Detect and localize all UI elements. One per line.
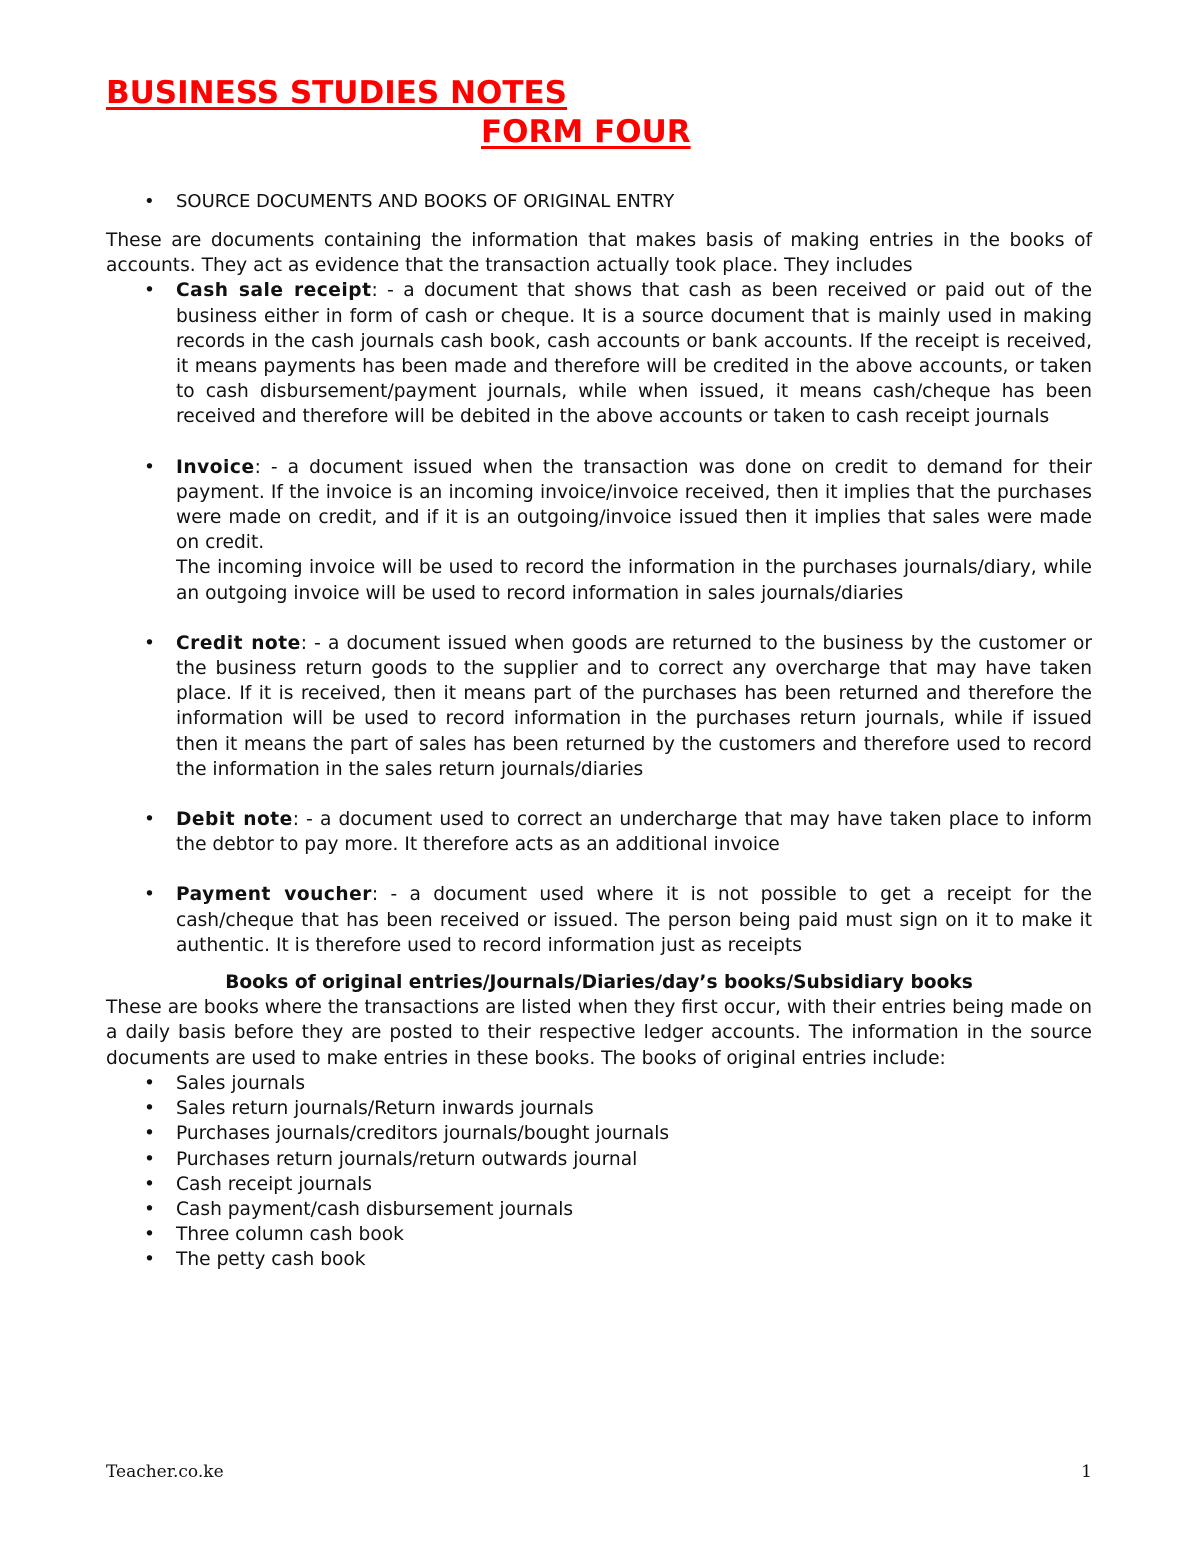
list-item: • Purchases journals/creditors journals/bought journals [106, 1121, 1092, 1146]
footer-site: Teacher.co.ke [106, 1462, 224, 1482]
list-item: • Sales return journals/Return inwards journals [106, 1096, 1092, 1121]
bullet-icon: • [144, 1224, 155, 1246]
list-item: • Three column cash book [106, 1222, 1092, 1247]
list-item: • Cash payment/cash disbursement journals [106, 1197, 1092, 1222]
list-item [106, 278, 1092, 429]
definition: : - a document issued when the transaction was done on credit to demand for their payment. If the invoice is an incoming invoice/invoice received, then it implies that the purchases were made on credit, and if it is an outgoing/invoice issued then it implies that sales were made on credit. [176, 456, 1092, 554]
bullet-icon: • [144, 1148, 155, 1170]
term: Payment voucher [176, 884, 372, 906]
definition: : - a document used to correct an undercharge that may have taken place to inform the debtor to pay more. It therefore acts as an additional invoice [176, 809, 1092, 856]
bullet-icon: • [144, 456, 155, 478]
books-heading: Books of original entries/Journals/Diaries/day’s books/Subsidiary books [225, 972, 973, 994]
page-footer [106, 1462, 1092, 1482]
term: Invoice [176, 456, 255, 478]
list-item [106, 631, 1092, 782]
list-item [106, 455, 1092, 606]
definition-extra: The incoming invoice will be used to record the information in the purchases journals/diary, while an outgoing invoice will be used to record information in sales journals/diaries [176, 557, 1092, 604]
bullet-icon: • [144, 1173, 155, 1195]
bullet-icon: • [144, 884, 155, 906]
books-list [106, 1071, 1092, 1273]
document-page [106, 70, 1092, 1273]
bullet-icon: • [144, 1098, 155, 1120]
bullet-icon: • [144, 1198, 155, 1220]
list-item [106, 807, 1092, 857]
term: Debit note [176, 809, 293, 831]
bullet-icon: • [144, 632, 155, 654]
list-item: • Purchases return journals/return outwards journal [106, 1147, 1092, 1172]
bullet-icon: • [144, 280, 155, 302]
bullet-icon: • [144, 809, 155, 831]
bullet-icon: • [144, 191, 155, 212]
section-heading [106, 190, 1092, 214]
document-title: BUSINESS STUDIES NOTES [106, 75, 567, 111]
books-intro: These are books where the transactions are listed when they first occur, with their entries being made on a daily basis before they are posted to their respective ledger accounts. The information in the source documents are used to make entries in these books. The books of original entries include: [106, 997, 1092, 1069]
list-item: • Cash receipt journals [106, 1172, 1092, 1197]
term: Credit note [176, 632, 301, 654]
bullet-icon: • [144, 1072, 155, 1094]
list-item: • Sales journals [106, 1071, 1092, 1096]
document-subtitle: FORM FOUR [481, 114, 691, 150]
definition: : - a document issued when goods are returned to the business by the customer or the business return goods to the supplier and to correct any overcharge that may have taken place. If it is received, then it means part of the purchases has been returned and therefore the information will be used to record information in the purchases return journals, while if issued then it means the part of sales has been returned by the customers and therefore used to record the information in the sales return journals/diaries [176, 632, 1093, 780]
bullet-icon: • [144, 1123, 155, 1145]
bullet-icon: • [144, 1249, 155, 1271]
page-number: 1 [1081, 1462, 1092, 1482]
list-item: • The petty cash book [106, 1247, 1092, 1272]
section-heading-text: SOURCE DOCUMENTS AND BOOKS OF ORIGINAL ENTRY [176, 191, 675, 212]
term: Cash sale receipt [176, 280, 372, 302]
list-item [106, 882, 1092, 958]
definition: : - a document used where it is not possible to get a receipt for the cash/cheque that has been received or issued. The person being paid must sign on it to make it authentic. It is therefore used to record information just as receipts [176, 884, 1092, 956]
source-documents-list [106, 278, 1092, 958]
intro-paragraph: These are documents containing the information that makes basis of making entries in the books of accounts. They act as evidence that the transaction actually took place. They includes [106, 230, 1092, 277]
definition: : - a document that shows that cash as been received or paid out of the business either in form of cash or cheque. It is a source document that is mainly used in making records in the cash journals cash book, cash accounts or bank accounts. If the receipt is received, it means payments has been made and therefore will be credited in the above accounts, or taken to cash disbursement/payment journals, while when issued, it means cash/cheque has been received and therefore will be debited in the above accounts or taken to cash receipt journals [176, 280, 1093, 428]
